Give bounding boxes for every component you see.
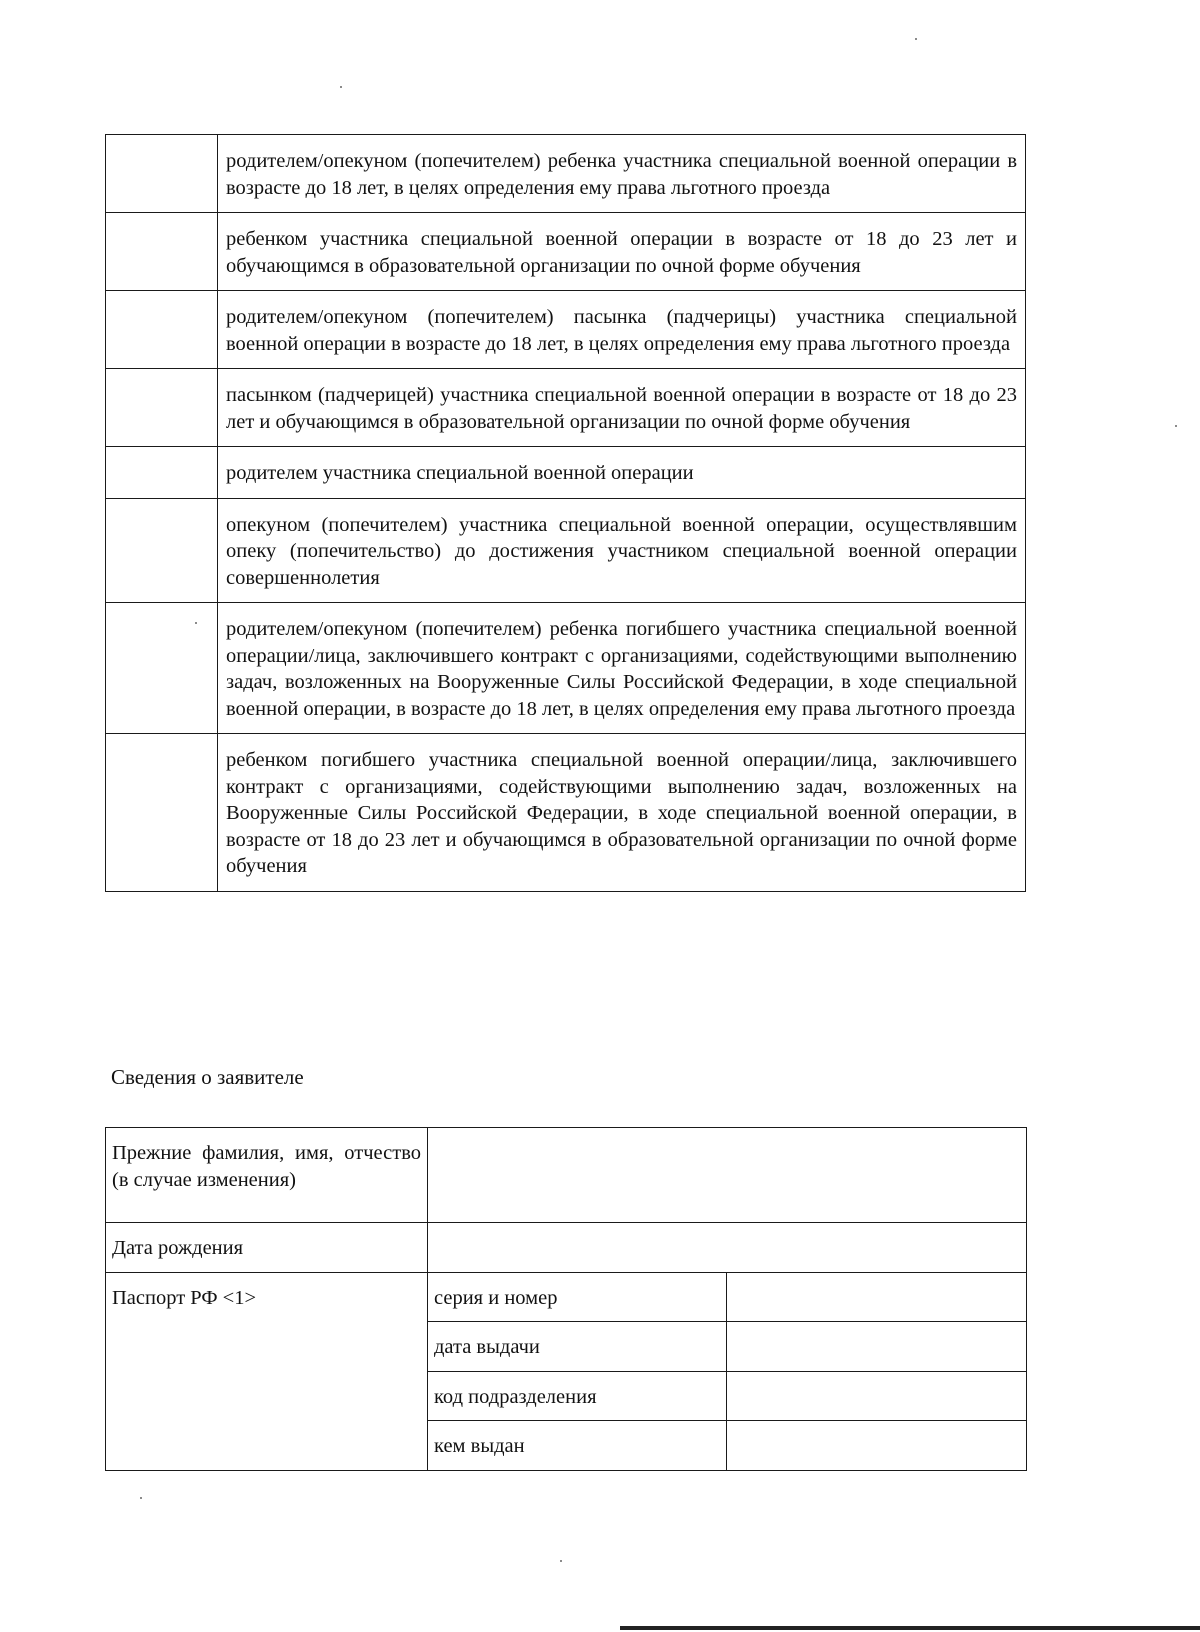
category-checkbox-cell[interactable] [106, 603, 218, 734]
scan-speck [1175, 425, 1177, 427]
passport-issue-date-field[interactable] [727, 1322, 1027, 1372]
passport-series-number-label: серия и номер [428, 1272, 727, 1322]
category-text: ребенком участника специальной военной операции в возрасте от 18 до 23 лет и обучающимся в образовательной организации по очной форме обучения [218, 213, 1026, 291]
passport-series-number-field[interactable] [727, 1272, 1027, 1322]
category-text: родителем/опекуном (попечителем) ребенка погибшего участника специальной военной операции/лица, заключившего контракт с организациями, содействующими выполнению задач, возложенных на Вооруженные Силы Российской Федерации, в ходе специальной военной операции, в возрасте до 18 лет, в целях определения ему права льготного проезда [218, 603, 1026, 734]
table-row [106, 1223, 1027, 1273]
table-row [106, 213, 1026, 291]
category-checkbox-cell[interactable] [106, 213, 218, 291]
passport-issue-date-label: дата выдачи [428, 1322, 727, 1372]
category-checkbox-cell[interactable] [106, 369, 218, 447]
category-checkbox-cell[interactable] [106, 734, 218, 892]
category-checkbox-cell[interactable] [106, 291, 218, 369]
table-row [106, 603, 1026, 734]
table-row [106, 447, 1026, 499]
birth-date-field[interactable] [428, 1223, 1027, 1273]
category-text: опекуном (попечителем) участника специальной военной операции, осуществлявшим опеку (попечительство) до достижения участником специальной военной операции совершеннолетия [218, 498, 1026, 603]
applicant-section-heading: Сведения о заявителе [111, 1065, 304, 1089]
category-checkbox-cell[interactable] [106, 135, 218, 213]
previous-names-field[interactable] [428, 1128, 1027, 1223]
category-text: ребенком погибшего участника специальной военной операции/лица, заключившего контракт с организациями, содействующими выполнению задач, возложенных на Вооруженные Силы Российской Федерации, в ходе специальной военной операции, в возрасте от 18 до 23 лет и обучающимся в образовательной организации по очной форме обучения [218, 734, 1026, 892]
table-row [106, 369, 1026, 447]
scan-speck [560, 1560, 562, 1562]
category-checkbox-cell[interactable] [106, 447, 218, 499]
scan-edge-line [620, 1626, 1200, 1630]
category-text: родителем/опекуном (попечителем) ребенка участника специальной военной операции в возрасте до 18 лет, в целях определения ему права льготного проезда [218, 135, 1026, 213]
table-row [106, 135, 1026, 213]
category-text: пасынком (падчерицей) участника специальной военной операции в возрасте от 18 до 23 лет и обучающимся в образовательной организации по очной форме обучения [218, 369, 1026, 447]
scan-speck [140, 1497, 142, 1499]
scan-speck [195, 622, 197, 624]
table-row [106, 734, 1026, 892]
scan-speck [915, 38, 917, 40]
applicant-info-table [105, 1127, 1027, 1471]
passport-issued-by-label: кем выдан [428, 1421, 727, 1471]
category-text: родителем/опекуном (попечителем) пасынка (падчерицы) участника специальной военной операции в возрасте до 18 лет, в целях определения ему права льготного проезда [218, 291, 1026, 369]
table-row [106, 1128, 1027, 1223]
beneficiary-category-table [105, 134, 1026, 892]
passport-division-code-label: код подразделения [428, 1371, 727, 1421]
table-row [106, 1272, 1027, 1322]
scan-speck [340, 86, 342, 88]
passport-issued-by-field[interactable] [727, 1421, 1027, 1471]
category-text: родителем участника специальной военной операции [218, 447, 1026, 499]
table-row [106, 291, 1026, 369]
category-checkbox-cell[interactable] [106, 498, 218, 603]
passport-division-code-field[interactable] [727, 1371, 1027, 1421]
previous-names-label: Прежние фамилия, имя, отчество (в случае изменения) [106, 1128, 428, 1223]
passport-label: Паспорт РФ <1> [106, 1272, 428, 1470]
table-row [106, 498, 1026, 603]
birth-date-label: Дата рождения [106, 1223, 428, 1273]
